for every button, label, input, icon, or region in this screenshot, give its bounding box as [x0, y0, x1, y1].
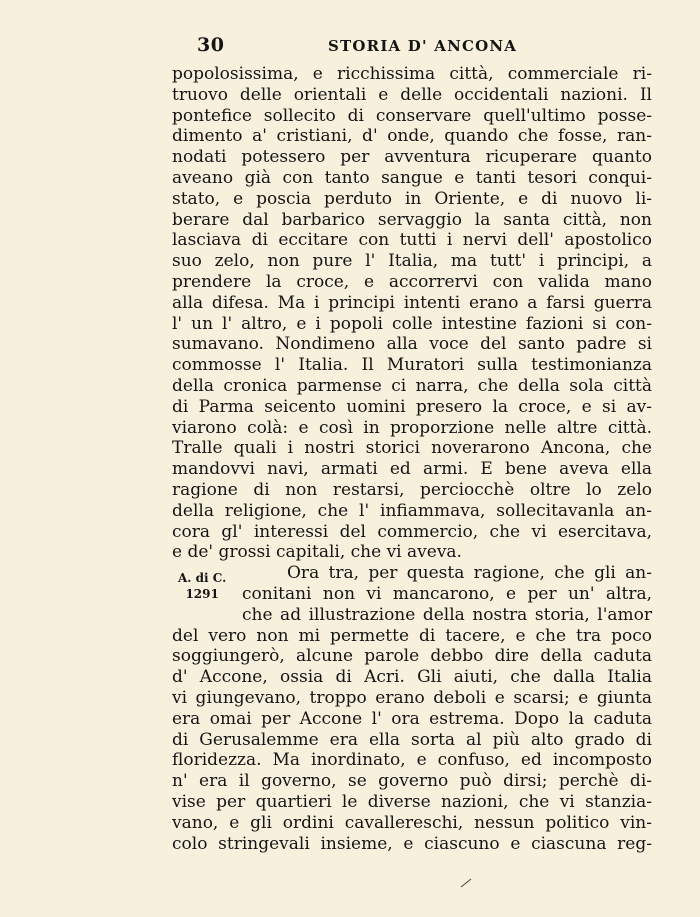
text-line: di Parma seicento uomini presero la croce, e si av-	[172, 396, 652, 417]
margin-note-label: A. di C.	[178, 571, 227, 585]
page-number: 30	[197, 34, 225, 56]
text-line: e de' grossi capitali, che vi aveva.	[172, 542, 462, 563]
text-line: della religione, che l' infiammava, sollecitavanla an-	[172, 500, 652, 521]
text-line: aveano già con tanto sangue e tanti tesori conqui-	[172, 168, 652, 188]
text-line: vise per quartieri le diverse nazioni, che vi stanzia-	[172, 792, 652, 812]
text-line: vi giungevano, troppo erano deboli e scarsi; e giunta	[172, 688, 652, 708]
text-line: l' un l' altro, e i popoli colle intestine fazioni si con-	[172, 313, 652, 334]
text-line: di Gerusalemme era ella sorta al più alto grado di	[172, 729, 652, 750]
page-header	[0, 34, 700, 60]
text-line: colo stringevali insieme, e ciascuno e ciascuna reg-	[172, 833, 652, 854]
text-line: sumavano. Nondimeno alla voce del santo padre si	[172, 334, 652, 355]
text-line: n' era il governo, se governo può dirsi; perchè di-	[172, 771, 652, 792]
text-line: floridezza. Ma inordinato, e confuso, ed incomposto	[172, 750, 652, 771]
running-title: STORIA D' ANCONA	[328, 37, 518, 55]
text-line: soggiungerò, alcune parole debbo dire della caduta	[172, 646, 652, 667]
text-line: del vero non mi permette di tacere, e che tra poco	[172, 625, 652, 646]
text-line: che ad illustrazione della nostra storia, l'amor	[242, 604, 652, 625]
text-line: ragione di non restarsi, perciocchè oltre lo zelo	[172, 480, 652, 500]
text-line: cora gl' interessi del commercio, che vi esercitava,	[172, 521, 652, 542]
text-line: alla difesa. Ma i principi intenti erano a farsi guerra	[172, 292, 652, 313]
text-line: commosse l' Italia. Il Muratori sulla testimonianza	[172, 355, 652, 376]
text-line: Tralle quali i nostri storici noverarono Ancona, che	[172, 438, 652, 459]
text-line: truovo delle orientali e delle occidentali nazioni. Il	[172, 84, 652, 105]
text-line: Ora tra, per questa ragione, che gli an-	[287, 563, 652, 584]
text-line: suo zelo, non pure l' Italia, ma tutt' i principi, a	[172, 251, 652, 272]
text-line: nodati potessero per avventura ricuperare quanto	[172, 147, 652, 168]
pencil-mark	[460, 878, 472, 888]
margin-note-date	[178, 570, 226, 602]
text-line: mandovvi navi, armati ed armi. E bene aveva ella	[172, 459, 652, 480]
text-line: pontefice sollecito di conservare quell'ultimo posse-	[172, 105, 652, 126]
text-line: vano, e gli ordini cavallereschi, nessun politico vin-	[172, 812, 652, 833]
text-line: prendere la croce, e accorrervi con valida mano	[172, 272, 652, 292]
text-line: d' Accone, ossia di Acri. Gli aiuti, che dalla Italia	[172, 667, 652, 688]
text-line: viarono colà: e così in proporzione nelle altre città.	[172, 417, 652, 438]
text-line: berare dal barbarico servaggio la santa città, non	[172, 209, 652, 230]
margin-note-year: 1291	[185, 587, 219, 601]
text-line: stato, e poscia perduto in Oriente, e di nuovo li-	[172, 188, 652, 209]
text-line: popolosissima, e ricchissima città, commerciale ri-	[172, 64, 652, 84]
text-line: della cronica parmense ci narra, che della sola città	[172, 376, 652, 396]
text-line: era omai per Accone l' ora estrema. Dopo la caduta	[172, 708, 652, 729]
text-line: lasciava di eccitare con tutti i nervi dell' apostolico	[172, 230, 652, 251]
text-line: dimento a' cristiani, d' onde, quando che fosse, ran-	[172, 126, 652, 147]
text-line: conitani non vi mancarono, e per un' altra,	[242, 584, 652, 604]
